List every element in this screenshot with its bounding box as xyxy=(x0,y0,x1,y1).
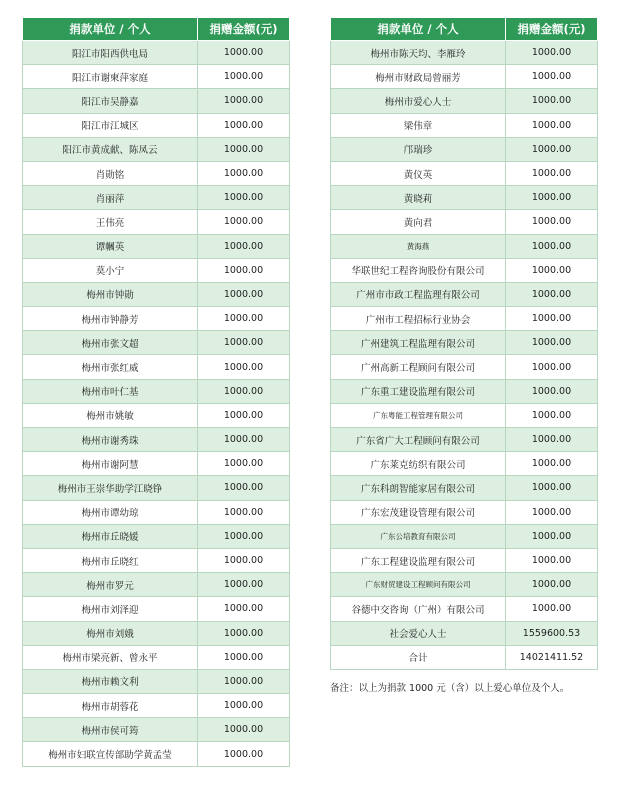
table-row xyxy=(331,186,598,210)
donation-amount-cell: 1000.00 xyxy=(506,89,598,113)
donation-amount-cell: 1000.00 xyxy=(198,428,290,452)
donation-amount-cell: 1000.00 xyxy=(198,645,290,669)
donor-name-cell: 梅州市谭幼琼 xyxy=(23,500,198,524)
donor-name-cell: 梅州市钟静芳 xyxy=(23,307,198,331)
donor-name-cell: 广东财贸建设工程顾问有限公司 xyxy=(331,573,506,597)
table-row xyxy=(23,597,290,621)
donation-amount-cell: 1000.00 xyxy=(506,524,598,548)
donation-amount-cell: 1000.00 xyxy=(506,355,598,379)
table-row xyxy=(331,282,598,306)
donor-name-cell: 广东科朗智能家居有限公司 xyxy=(331,476,506,500)
donor-name-cell: 梅州市叶仁基 xyxy=(23,379,198,403)
table-row xyxy=(23,137,290,161)
donation-amount-cell: 1000.00 xyxy=(506,282,598,306)
donor-column-header: 捐款单位 / 个人 xyxy=(23,18,198,41)
donation-amount-cell: 1000.00 xyxy=(198,234,290,258)
donor-name-cell: 广州建筑工程监理有限公司 xyxy=(331,331,506,355)
donor-name-cell: 广东公培教育有限公司 xyxy=(331,524,506,548)
donation-amount-cell: 1000.00 xyxy=(506,234,598,258)
table-row xyxy=(23,524,290,548)
table-row xyxy=(331,41,598,65)
table-row xyxy=(331,89,598,113)
table-row xyxy=(331,113,598,137)
donation-amount-cell: 1000.00 xyxy=(506,210,598,234)
donor-name-cell: 梅州市梁亮新、曾永平 xyxy=(23,645,198,669)
left-donation-table xyxy=(22,17,290,767)
donor-name-cell: 王伟亮 xyxy=(23,210,198,234)
donor-name-cell: 广东宏茂建设管理有限公司 xyxy=(331,500,506,524)
donation-amount-cell: 1000.00 xyxy=(506,500,598,524)
table-row xyxy=(23,548,290,572)
table-row xyxy=(331,137,598,161)
table-row xyxy=(23,161,290,185)
table-header-row xyxy=(23,18,290,41)
donor-column-header: 捐款单位 / 个人 xyxy=(331,18,506,41)
donor-name-cell: 广东莱克纺织有限公司 xyxy=(331,452,506,476)
donation-amount-cell: 1000.00 xyxy=(198,161,290,185)
donation-amount-cell: 1000.00 xyxy=(506,161,598,185)
table-row xyxy=(331,379,598,403)
donation-amount-cell: 1000.00 xyxy=(198,355,290,379)
donor-name-cell: 梅州市刘泽迎 xyxy=(23,597,198,621)
donation-amount-cell: 1000.00 xyxy=(506,41,598,65)
donor-name-cell: 黄仪英 xyxy=(331,161,506,185)
table-row xyxy=(23,500,290,524)
donation-amount-cell: 14021411.52 xyxy=(506,645,598,669)
donor-name-cell: 梅州市王崇华助学江晓铮 xyxy=(23,476,198,500)
donation-amount-cell: 1000.00 xyxy=(198,113,290,137)
donor-name-cell: 华联世纪工程咨询股份有限公司 xyxy=(331,258,506,282)
donation-amount-cell: 1000.00 xyxy=(506,573,598,597)
donor-name-cell: 梅州市爱心人士 xyxy=(331,89,506,113)
donor-name-cell: 广东省广大工程顾问有限公司 xyxy=(331,428,506,452)
donation-amount-cell: 1000.00 xyxy=(506,113,598,137)
donor-name-cell: 梅州市张红威 xyxy=(23,355,198,379)
table-row xyxy=(331,500,598,524)
donor-name-cell: 阳江市黄成献、陈凤云 xyxy=(23,137,198,161)
donor-name-cell: 梅州市张文超 xyxy=(23,331,198,355)
donation-amount-cell: 1000.00 xyxy=(506,428,598,452)
donation-amount-cell: 1000.00 xyxy=(198,331,290,355)
right-donation-table xyxy=(330,17,598,670)
donor-name-cell: 广东工程建设监理有限公司 xyxy=(331,548,506,572)
table-row xyxy=(23,355,290,379)
table-row xyxy=(23,258,290,282)
donor-name-cell: 广州高新工程顾问有限公司 xyxy=(331,355,506,379)
donation-amount-cell: 1000.00 xyxy=(198,742,290,766)
table-row xyxy=(331,210,598,234)
donor-name-cell: 梅州市妇联宣传部助学黄孟莹 xyxy=(23,742,198,766)
donation-amount-cell: 1000.00 xyxy=(198,548,290,572)
donor-name-cell: 梅州市姚敏 xyxy=(23,403,198,427)
donor-name-cell: 梅州市钟勋 xyxy=(23,282,198,306)
table-row xyxy=(23,65,290,89)
table-row xyxy=(23,113,290,137)
donor-name-cell: 梅州市赖文利 xyxy=(23,669,198,693)
donation-amount-cell: 1000.00 xyxy=(506,548,598,572)
donation-amount-cell: 1000.00 xyxy=(198,210,290,234)
table-row xyxy=(331,452,598,476)
donor-name-cell: 梅州市丘晓红 xyxy=(23,548,198,572)
donation-amount-cell: 1000.00 xyxy=(506,186,598,210)
donation-amount-cell: 1000.00 xyxy=(198,89,290,113)
donation-amount-cell: 1000.00 xyxy=(506,379,598,403)
donation-amount-cell: 1000.00 xyxy=(198,694,290,718)
donation-amount-cell: 1000.00 xyxy=(198,379,290,403)
donor-name-cell: 黄海燕 xyxy=(331,234,506,258)
donor-name-cell: 广州市工程招标行业协会 xyxy=(331,307,506,331)
donor-name-cell: 梅州市谢秀珠 xyxy=(23,428,198,452)
donor-name-cell: 梅州市财政局曾丽芳 xyxy=(331,65,506,89)
donor-name-cell: 梅州市胡蓉花 xyxy=(23,694,198,718)
donor-name-cell: 阳江市阳西供电局 xyxy=(23,41,198,65)
donor-name-cell: 谷德中交咨询（广州）有限公司 xyxy=(331,597,506,621)
footnote: 备注：以上为捐款 1000 元（含）以上爱心单位及个人。 xyxy=(330,683,570,694)
donor-name-cell: 邝瑞珍 xyxy=(331,137,506,161)
donor-name-cell: 广州市市政工程监理有限公司 xyxy=(331,282,506,306)
table-row xyxy=(23,41,290,65)
table-row xyxy=(23,476,290,500)
donation-amount-cell: 1000.00 xyxy=(506,476,598,500)
donor-name-cell: 莫小宁 xyxy=(23,258,198,282)
table-row xyxy=(331,331,598,355)
donor-name-cell: 黄向君 xyxy=(331,210,506,234)
donation-amount-cell: 1000.00 xyxy=(506,307,598,331)
donation-amount-cell: 1000.00 xyxy=(198,65,290,89)
table-row xyxy=(23,669,290,693)
table-row xyxy=(331,621,598,645)
donation-amount-cell: 1000.00 xyxy=(506,137,598,161)
donation-amount-cell: 1000.00 xyxy=(198,524,290,548)
donation-amount-cell: 1000.00 xyxy=(506,258,598,282)
table-row xyxy=(23,645,290,669)
table-row xyxy=(23,89,290,113)
table-row xyxy=(23,428,290,452)
donation-amount-cell: 1000.00 xyxy=(506,452,598,476)
donor-name-cell: 梅州市谢阿慧 xyxy=(23,452,198,476)
table-row xyxy=(331,476,598,500)
donation-amount-cell: 1000.00 xyxy=(198,282,290,306)
table-row xyxy=(331,234,598,258)
donation-amount-cell: 1000.00 xyxy=(506,597,598,621)
table-row xyxy=(331,161,598,185)
donation-amount-cell: 1000.00 xyxy=(506,65,598,89)
table-row xyxy=(331,428,598,452)
amount-column-header: 捐赠金额(元) xyxy=(506,18,598,41)
donor-name-cell: 谭幗英 xyxy=(23,234,198,258)
table-row xyxy=(23,621,290,645)
donation-amount-cell: 1000.00 xyxy=(198,137,290,161)
donor-name-cell: 合计 xyxy=(331,645,506,669)
donor-name-cell: 梁伟章 xyxy=(331,113,506,137)
donor-name-cell: 阳江市谢柬萍家庭 xyxy=(23,65,198,89)
table-row xyxy=(23,718,290,742)
table-row xyxy=(23,307,290,331)
donor-name-cell: 梅州市陈天均、李雁玲 xyxy=(331,41,506,65)
table-row xyxy=(23,282,290,306)
table-row xyxy=(331,573,598,597)
donor-name-cell: 梅州市丘晓媛 xyxy=(23,524,198,548)
donation-amount-cell: 1000.00 xyxy=(506,331,598,355)
donor-name-cell: 肖勋铭 xyxy=(23,161,198,185)
donation-amount-cell: 1000.00 xyxy=(198,452,290,476)
table-row xyxy=(331,403,598,427)
table-row xyxy=(23,186,290,210)
table-row xyxy=(23,742,290,766)
table-row xyxy=(331,355,598,379)
table-row xyxy=(331,645,598,669)
donor-name-cell: 肖丽萍 xyxy=(23,186,198,210)
table-row xyxy=(23,452,290,476)
donation-amount-cell: 1000.00 xyxy=(198,500,290,524)
table-row xyxy=(23,379,290,403)
donation-amount-cell: 1000.00 xyxy=(198,258,290,282)
donation-amount-cell: 1000.00 xyxy=(198,718,290,742)
donation-amount-cell: 1000.00 xyxy=(198,403,290,427)
donation-amount-cell: 1000.00 xyxy=(506,403,598,427)
donor-name-cell: 社会爱心人士 xyxy=(331,621,506,645)
donation-amount-cell: 1000.00 xyxy=(198,41,290,65)
donor-name-cell: 广东粤能工程管理有限公司 xyxy=(331,403,506,427)
amount-column-header: 捐赠金额(元) xyxy=(198,18,290,41)
donation-amount-cell: 1000.00 xyxy=(198,669,290,693)
table-row xyxy=(23,573,290,597)
donor-name-cell: 梅州市刘娥 xyxy=(23,621,198,645)
donation-amount-cell: 1559600.53 xyxy=(506,621,598,645)
donation-amount-cell: 1000.00 xyxy=(198,186,290,210)
donor-name-cell: 阳江市江城区 xyxy=(23,113,198,137)
table-row xyxy=(331,307,598,331)
donation-amount-cell: 1000.00 xyxy=(198,573,290,597)
table-header-row xyxy=(331,18,598,41)
donor-name-cell: 梅州市罗元 xyxy=(23,573,198,597)
table-row xyxy=(331,548,598,572)
donation-amount-cell: 1000.00 xyxy=(198,597,290,621)
donation-amount-cell: 1000.00 xyxy=(198,621,290,645)
table-row xyxy=(331,524,598,548)
table-row xyxy=(23,331,290,355)
donor-name-cell: 阳江市吴静嘉 xyxy=(23,89,198,113)
donor-name-cell: 梅州市侯可筠 xyxy=(23,718,198,742)
table-row xyxy=(23,210,290,234)
table-row xyxy=(23,234,290,258)
donor-name-cell: 广东重工建设监理有限公司 xyxy=(331,379,506,403)
table-row xyxy=(331,258,598,282)
table-row xyxy=(331,65,598,89)
donation-amount-cell: 1000.00 xyxy=(198,476,290,500)
donor-name-cell: 黄晓莉 xyxy=(331,186,506,210)
donation-amount-cell: 1000.00 xyxy=(198,307,290,331)
table-row xyxy=(331,597,598,621)
table-row xyxy=(23,694,290,718)
table-row xyxy=(23,403,290,427)
